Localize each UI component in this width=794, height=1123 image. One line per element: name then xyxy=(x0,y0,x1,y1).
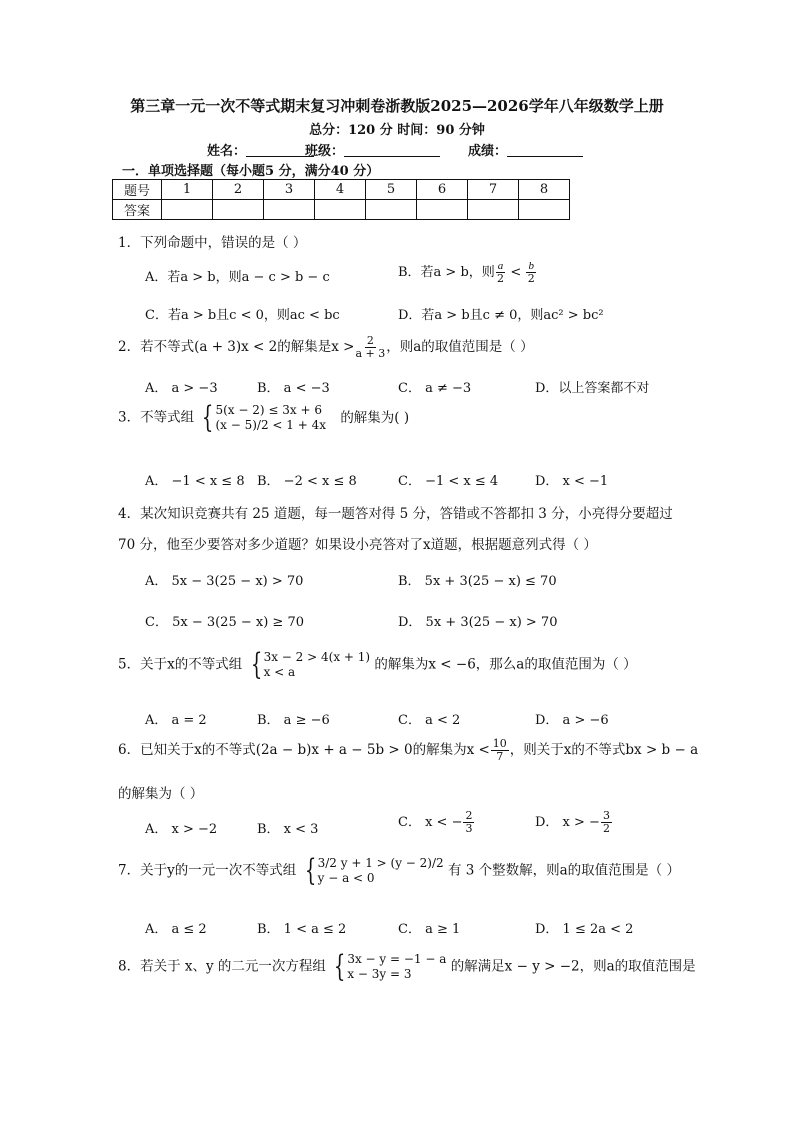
q7-option-b: B． 1 < a ≤ 2 xyxy=(257,922,347,937)
answer-cell[interactable] xyxy=(519,200,570,220)
q3-stem-post: 的解集为( ) xyxy=(340,409,410,426)
q7-stem-pre: 7．关于y的一元一次不等式组 xyxy=(118,862,297,879)
q3-option-b: B． −2 < x ≤ 8 xyxy=(257,474,357,489)
q4-option-a: A． 5x − 3(25 − x) > 70 xyxy=(145,574,304,589)
q5-line-1: 3x − 2 > 4(x + 1) xyxy=(263,650,371,664)
answer-cell[interactable] xyxy=(366,200,417,220)
q7-option-a: A． a ≤ 2 xyxy=(145,922,207,937)
q6-d-den: 2 xyxy=(602,822,610,835)
answer-cell[interactable] xyxy=(162,200,213,220)
table-cell: 4 xyxy=(315,180,366,200)
q5-stem-post: 的解集为x < −6，那么a的取值范围为（ ） xyxy=(374,656,637,673)
q4-option-d: D． 5x + 3(25 − x) > 70 xyxy=(398,615,558,630)
q8-equation-system xyxy=(330,949,447,984)
q6-stem-pre: 6．已知关于x的不等式(2a − b)x + a − 5b > 0的解集为x < xyxy=(118,742,490,758)
brace-icon: { xyxy=(202,400,214,435)
q2-frac-den: a + 3 xyxy=(355,347,386,360)
q7-line-2: y − a < 0 xyxy=(317,871,375,885)
q5-option-b: B． a ≥ −6 xyxy=(257,713,330,728)
brace-icon: { xyxy=(304,853,316,888)
score-time-line: 总分：120 分 时间：90 分钟 xyxy=(309,123,485,138)
q5-line-2: x < a xyxy=(263,665,296,679)
q6-option-c xyxy=(398,810,475,835)
q6-c-den: 3 xyxy=(465,822,473,835)
q6-option-d xyxy=(535,810,613,835)
q7-line-1: 3/2 y + 1 > (y − 2)/2 xyxy=(317,856,444,870)
q5-stem-pre: 5．关于x的不等式组 xyxy=(118,656,243,673)
q6-c-num: 2 xyxy=(465,809,473,822)
q3-option-c: C． −1 < x ≤ 4 xyxy=(398,474,499,489)
answer-cell[interactable] xyxy=(468,200,519,220)
brace-icon: { xyxy=(250,647,262,682)
question-4-stem-line-2: 70 分，他至少要答对多少道题？如果设小亮答对了x道题，根据题意列式得（ ） xyxy=(118,537,597,553)
q7-option-d: D． 1 ≤ 2a < 2 xyxy=(535,922,634,937)
question-7-stem xyxy=(118,853,680,888)
q5-option-a: A． a = 2 xyxy=(145,713,207,728)
q6-frac-den: 7 xyxy=(496,750,504,763)
q3-inequality-system xyxy=(198,400,327,435)
question-2-stem xyxy=(118,335,534,360)
table-cell: 5 xyxy=(366,180,417,200)
q1-option-b-label: B．若a > b，则 xyxy=(398,265,495,280)
q1-option-d: D．若a > b且c ≠ 0，则ac² > bc² xyxy=(398,308,604,323)
q8-line-2: x − 3y = 3 xyxy=(347,967,412,981)
section-title: 一．单项选择题（每小题5 分，满分40 分） xyxy=(122,164,380,179)
q8-stem-post: 的解满足x − y > −2，则a的取值范围是 xyxy=(450,958,696,975)
question-3-stem xyxy=(118,400,410,435)
table-header-cell: 答案 xyxy=(113,200,162,220)
q6-option-c-label: C． x < − xyxy=(398,815,463,830)
q6-option-b: B． x < 3 xyxy=(257,822,319,837)
table-cell: 8 xyxy=(519,180,570,200)
q2-option-a: A． a > −3 xyxy=(145,381,218,396)
table-cell: 7 xyxy=(468,180,519,200)
q7-stem-post: 有 3 个整数解，则a的取值范围是（ ） xyxy=(447,862,680,879)
q8-stem-pre: 8．若关于 x、y 的二元一次方程组 xyxy=(118,958,326,975)
question-5-stem xyxy=(118,647,637,682)
q2-option-d: D．以上答案都不对 xyxy=(535,381,650,396)
question-8-stem xyxy=(118,949,696,984)
q7-inequality-system xyxy=(301,853,444,888)
q6-frac-num: 10 xyxy=(492,737,507,750)
q4-option-b: B． 5x + 3(25 − x) ≤ 70 xyxy=(398,574,557,589)
brace-icon: { xyxy=(334,949,346,984)
table-header-cell: 题号 xyxy=(113,180,162,200)
q6-stem-post: ，则关于x的不等式bx > b − a xyxy=(509,742,699,758)
q3-option-d: D． x < −1 xyxy=(535,474,609,489)
q6-d-num: 3 xyxy=(602,809,610,822)
q5-option-c: C． a < 2 xyxy=(398,713,461,728)
document-title: 第三章一元一次不等式期末复习冲刺卷浙教版2025—2026学年八年级数学上册 xyxy=(130,97,664,115)
answer-cell[interactable] xyxy=(264,200,315,220)
q1-option-c: C．若a > b且c < 0，则ac < bc xyxy=(145,308,340,323)
class-label: 班级： xyxy=(305,144,345,159)
question-6-stem-line-2: 的解集为（ ） xyxy=(118,786,204,802)
table-row xyxy=(113,200,570,220)
answer-cell[interactable] xyxy=(417,200,468,220)
name-label: 姓名： xyxy=(207,144,247,159)
q3-option-a: A． −1 < x ≤ 8 xyxy=(145,474,245,489)
table-cell: 1 xyxy=(162,180,213,200)
q3-stem-pre: 3．不等式组 xyxy=(118,409,195,426)
grade-label: 成绩： xyxy=(468,144,508,159)
q2-option-b: B． a < −3 xyxy=(257,381,330,396)
q3-line-1: 5(x − 2) ≤ 3x + 6 xyxy=(215,403,322,417)
question-1-stem: 1．下列命题中，错误的是（ ） xyxy=(118,235,307,251)
q2-option-c: C． a ≠ −3 xyxy=(398,381,472,396)
grade-field xyxy=(468,140,583,159)
q2-stem-post: ，则a的取值范围是（ ） xyxy=(386,339,534,355)
q6-option-a: A． x > −2 xyxy=(145,822,218,837)
q5-option-d: D． a > −6 xyxy=(535,713,609,728)
q3-line-2: (x − 5)/2 < 1 + 4x xyxy=(215,418,327,432)
q2-frac-num: 2 xyxy=(366,334,374,347)
table-cell: 6 xyxy=(417,180,468,200)
class-blank xyxy=(344,143,440,157)
name-blank xyxy=(246,143,314,157)
question-6-stem xyxy=(118,738,698,763)
answer-cell[interactable] xyxy=(315,200,366,220)
answer-table xyxy=(112,179,570,220)
table-cell: 2 xyxy=(213,180,264,200)
answer-cell[interactable] xyxy=(213,200,264,220)
q1-option-a: A．若a > b，则a − c > b − c xyxy=(145,270,330,285)
grade-blank xyxy=(507,143,583,157)
q2-stem-pre: 2．若不等式(a + 3)x < 2的解集是x > xyxy=(118,339,355,355)
table-row xyxy=(113,180,570,200)
q1-option-b: B．若a > b，则 $\frac{a}{2}$ < $\frac{b}{2}$ xyxy=(398,260,535,285)
class-field xyxy=(305,140,440,159)
q5-inequality-system xyxy=(247,647,371,682)
question-4-stem-line-1: 4．某次知识竞赛共有 25 道题，每一题答对得 5 分，答错或不答都扣 3 分，小亮得分要超过 xyxy=(118,506,673,522)
name-field xyxy=(207,140,314,159)
table-cell: 3 xyxy=(264,180,315,200)
q7-option-c: C． a ≥ 1 xyxy=(398,922,461,937)
q4-option-c: C． 5x − 3(25 − x) ≥ 70 xyxy=(145,615,304,630)
q8-line-1: 3x − y = −1 − a xyxy=(347,952,447,966)
q6-option-d-label: D． x > − xyxy=(535,815,600,830)
